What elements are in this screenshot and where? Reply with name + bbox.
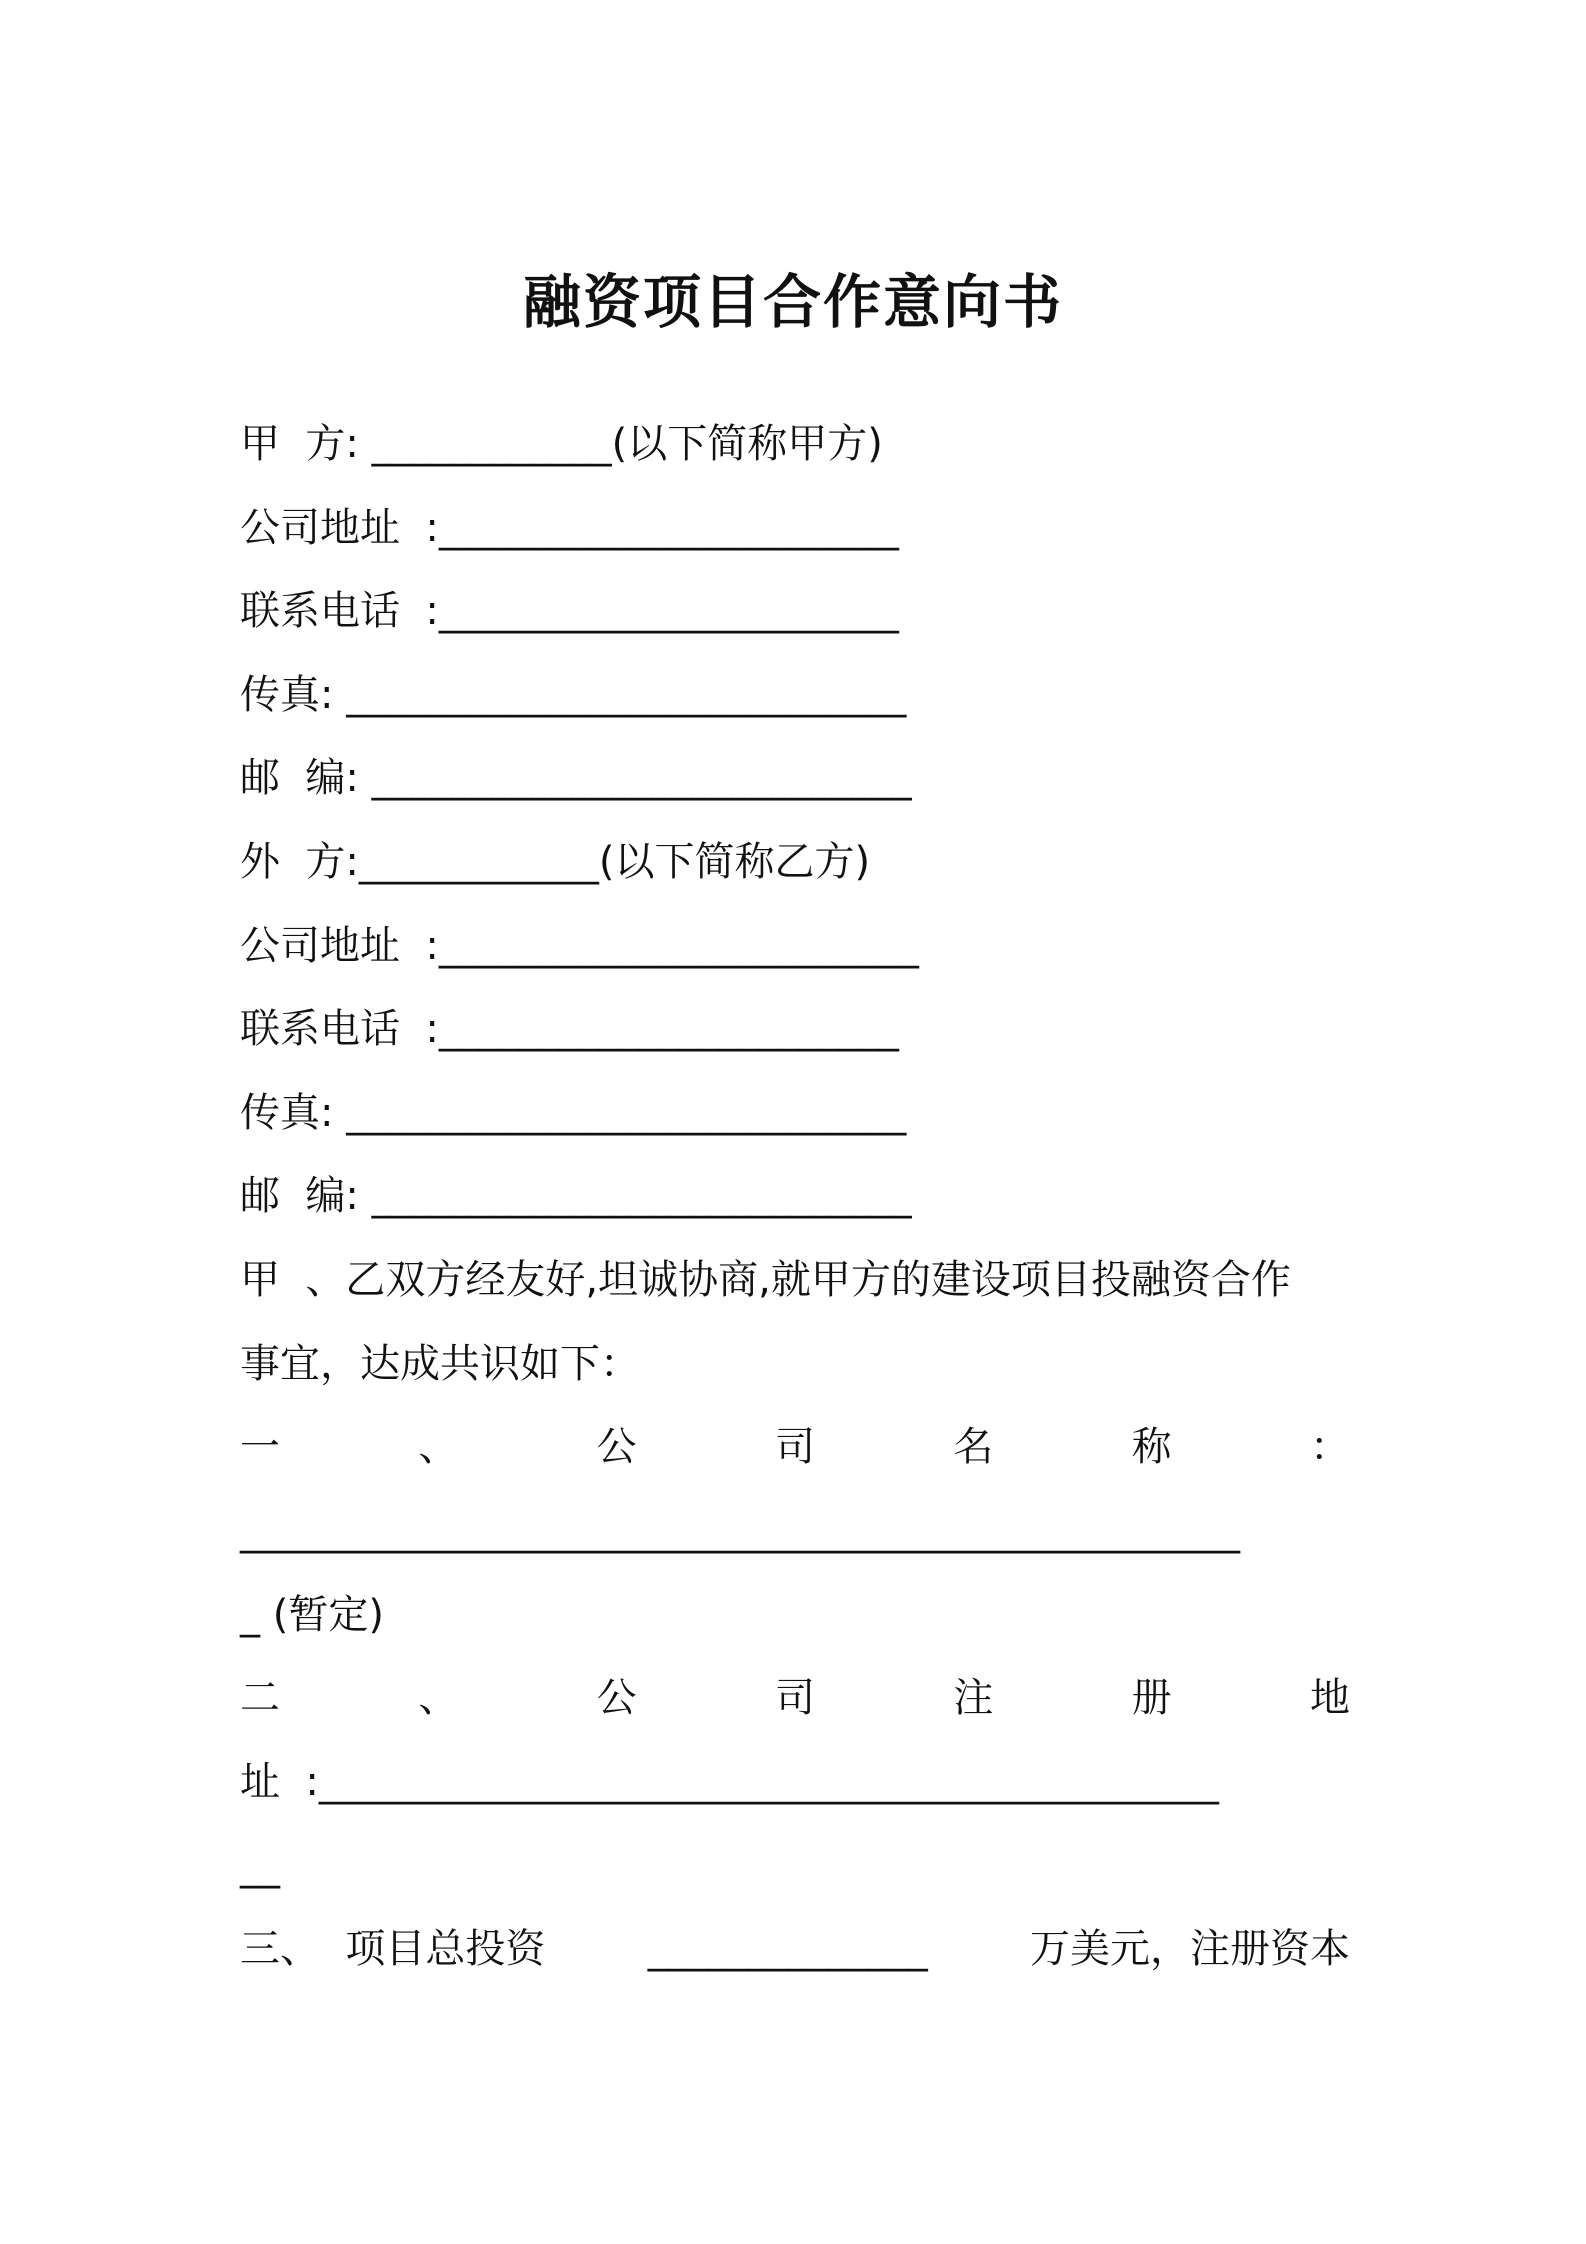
clause-2-char: 地: [1309, 1675, 1350, 1721]
document-title: 融资项目合作意向书: [522, 268, 1063, 336]
clause-3-blank: ______________: [647, 1926, 928, 1972]
intro-line-1: 甲 、乙双方经友好,坦诚协商,就甲方的建设项目投融资合作: [240, 1257, 1291, 1303]
party-a-fax-line: 传真: ____________________________: [240, 672, 907, 718]
clause-2-blank-tail: __: [240, 1843, 280, 1889]
party-b-postcode-line: 邮 编: ___________________________: [240, 1173, 912, 1219]
party-a-postcode-line: 邮 编: ___________________________: [240, 755, 912, 801]
clause-2-char: 司: [774, 1675, 815, 1721]
clause-1-heading: [240, 1421, 1350, 1473]
clause-1-blank-line: __________________________________________________: [240, 1508, 1240, 1554]
clause-2-address-line: 址 :_____________________________________________: [240, 1759, 1219, 1805]
party-b-phone-line: 联系电话 :_______________________: [240, 1006, 899, 1052]
clause-1-char: 司: [774, 1424, 815, 1470]
clause-2-char: 注: [953, 1675, 994, 1721]
clause-2-char: 册: [1131, 1675, 1172, 1721]
party-a-phone-line: 联系电话 :_______________________: [240, 588, 899, 634]
clause-1-char: 公: [596, 1424, 637, 1470]
clause-2-char: 、: [418, 1675, 459, 1721]
clause-1-suffix: _ (暂定): [240, 1592, 384, 1638]
clause-1-char: ：: [1309, 1424, 1350, 1470]
clause-3-suffix: 万美元，注册资本: [1030, 1926, 1350, 1972]
clause-1-char: 名: [953, 1424, 994, 1470]
party-b-fax-line: 传真: ____________________________: [240, 1090, 907, 1136]
clause-1-char: 一: [240, 1424, 280, 1470]
intro-line-2: 事宜，达成共识如下：: [240, 1341, 640, 1387]
clause-2-char: 公: [596, 1675, 637, 1721]
clause-3-label: 三、 项目总投资: [240, 1926, 546, 1972]
party-a-address-line: 公司地址 :_______________________: [240, 505, 899, 551]
party-a-name-line: 甲 方: ____________(以下简称甲方): [240, 421, 883, 467]
clause-2-heading: [240, 1672, 1350, 1724]
clause-2-char: 二: [240, 1675, 280, 1721]
clause-1-char: 、: [418, 1424, 459, 1470]
party-b-address-line: 公司地址 :________________________: [240, 923, 919, 969]
clause-1-char: 称: [1131, 1424, 1172, 1470]
clause-3-line: [240, 1923, 1350, 1975]
party-b-name-line: 外 方:____________(以下简称乙方): [240, 839, 871, 885]
